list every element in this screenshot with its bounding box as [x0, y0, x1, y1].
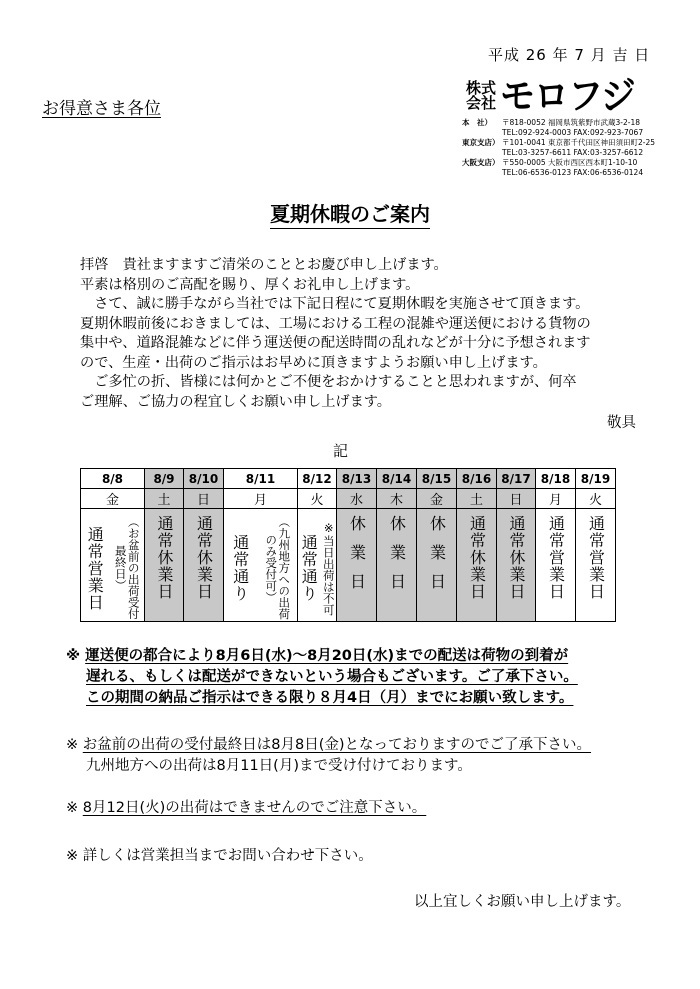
day-cell: 金 — [417, 489, 457, 509]
note-text: 運送便の都合により8月6日(水)～8月20日(水)までの配送は荷物の到着が — [85, 648, 569, 664]
day-cell: 月 — [224, 489, 298, 509]
note-mark: ※ — [66, 737, 79, 753]
status-cell — [337, 509, 377, 622]
status-cell — [377, 509, 417, 622]
office-label: 東京支店） — [462, 138, 500, 147]
day-cell: 火 — [576, 489, 616, 509]
calendar-dates-row — [81, 469, 616, 489]
status-cell — [536, 509, 576, 622]
note-deadline — [66, 735, 591, 777]
day-cell: 水 — [337, 489, 377, 509]
body-line: ので、生産・出荷のご指示はお早めに頂きますようお願い申し上げます。 — [80, 354, 547, 371]
date-cell: 8/14 — [377, 469, 417, 489]
note-text: 8月12日(火)の出荷はできませんのでご注意下さい。 — [82, 800, 427, 816]
status-text: 通常休業日 — [507, 515, 526, 600]
status-note: （お盆前の出荷受付最終日） — [113, 516, 141, 620]
company-name: モロフジ — [500, 74, 635, 118]
status-cell — [145, 509, 184, 622]
body-line: 集中や、道路混雑などに伴う運送便の配送時間の乱れなどが十分に予想されます — [80, 335, 591, 351]
status-cell — [417, 509, 457, 622]
day-cell: 土 — [457, 489, 497, 509]
body-line: ご多忙の折、皆様には何かとご不便をおかけすることと思われますが、何卒 — [80, 374, 577, 390]
day-cell: 土 — [145, 489, 184, 509]
date-cell: 8/13 — [337, 469, 377, 489]
office-label: 大阪支店） — [462, 158, 500, 167]
body-line: さて、誠に勝手ながら当社では下記日程にて夏期休暇を実施させて頂きます。 — [80, 296, 590, 312]
status-note: ※当日出荷は不可 — [321, 520, 336, 616]
status-text: 休業日 — [347, 515, 367, 602]
document-date: 平成 26 年 7 月 吉 日 — [488, 46, 651, 64]
office-tel: TEL:092-924-0003 FAX:092-923-7067 — [502, 128, 644, 137]
company-addresses — [462, 118, 662, 178]
note-aug12 — [66, 798, 426, 819]
date-cell: 8/12 — [298, 469, 337, 489]
status-text: 休業日 — [387, 515, 407, 602]
status-cell — [81, 509, 145, 622]
document-title-text: 夏期休暇のご案内 — [270, 202, 430, 229]
calendar-status-row — [81, 509, 616, 622]
status-cell — [576, 509, 616, 622]
date-cell: 8/16 — [457, 469, 497, 489]
day-cell: 月 — [536, 489, 576, 509]
status-text: 通常休業日 — [194, 515, 214, 600]
addressee: お得意さま各位 — [42, 99, 161, 119]
office-tel: TEL:06-6536-0123 FAX:06-6536-0124 — [502, 168, 644, 177]
note-text: 詳しくは営業担当までお問い合わせ下さい。 — [82, 848, 373, 864]
office-tel: TEL:03-3257-6611 FAX:03-3257-6612 — [502, 148, 644, 157]
document-title — [0, 198, 700, 227]
body-line: ご理解、ご協力の程宜しくお願い申し上げます。 — [80, 393, 391, 410]
closing-line: 以上宜しくお願い申し上げます。 — [414, 894, 631, 910]
status-text: 通常営業日 — [85, 525, 105, 611]
company-kaisha: 株式会社 — [465, 79, 496, 112]
note-text: お盆前の出荷の受付最終日は8月8日(金)となっておりますのでご了承下さい。 — [82, 737, 592, 753]
status-text: 通常営業日 — [586, 515, 606, 600]
status-cell — [184, 509, 224, 622]
day-cell: 日 — [184, 489, 224, 509]
status-cell — [457, 509, 497, 622]
day-cell: 木 — [377, 489, 417, 509]
company-block — [462, 76, 662, 178]
date-cell: 8/19 — [576, 469, 616, 489]
status-text: 通常休業日 — [467, 515, 487, 600]
date-cell: 8/8 — [81, 469, 145, 489]
note-mark: ※ — [66, 648, 81, 664]
status-cell — [298, 509, 337, 622]
holiday-calendar — [80, 468, 616, 622]
date-cell: 8/17 — [497, 469, 536, 489]
body-line: 拝啓 貴社ますますご清栄のこととお慶び申し上げます。 — [80, 257, 448, 273]
status-cell — [224, 509, 298, 622]
date-cell: 8/9 — [145, 469, 184, 489]
status-text: 通常通り — [299, 534, 319, 602]
status-text: 通常営業日 — [546, 515, 566, 600]
date-cell: 8/18 — [536, 469, 576, 489]
office-address: 〒550-0005 大阪市西区西本町1-10-10 — [502, 158, 638, 167]
note-text: 九州地方への出荷は8月11日(月)まで受け付けております。 — [86, 758, 472, 774]
day-cell: 火 — [298, 489, 337, 509]
office-label: 本 社） — [462, 118, 492, 127]
letter-body — [80, 256, 640, 412]
ki-marker: 記 — [333, 442, 349, 460]
keigu: 敬具 — [607, 415, 636, 431]
note-mark: ※ — [66, 800, 79, 816]
status-note: （九州地方への出荷のみ受付可） — [264, 516, 292, 620]
date-cell: 8/11 — [224, 469, 298, 489]
date-cell: 8/15 — [417, 469, 457, 489]
date-cell: 8/10 — [184, 469, 224, 489]
day-cell: 金 — [81, 489, 145, 509]
status-text: 通常通り — [230, 534, 250, 602]
note-text: この期間の納品ご指示はできる限り８月4日（月）までにお願い致します。 — [86, 690, 574, 706]
office-address: 〒101-0041 東京都千代田区神田須田町2-25 — [502, 138, 656, 147]
status-text: 通常休業日 — [155, 515, 174, 600]
status-cell — [497, 509, 536, 622]
day-cell: 日 — [497, 489, 536, 509]
note-mark: ※ — [66, 848, 79, 864]
office-address: 〒818-0052 福岡県筑紫野市武蔵3-2-18 — [502, 118, 640, 127]
body-line: 夏期休暇前後におきましては、工場における工程の混雑や運送便における貨物の — [80, 315, 591, 332]
body-line: 平素は格別のご高配を賜り、厚くお礼申し上げます。 — [80, 276, 420, 293]
company-logo — [462, 76, 662, 116]
note-delivery — [66, 646, 578, 709]
note-contact — [66, 846, 373, 867]
note-text: 遅れる、もしくは配送ができないという場合もございます。ご了承下さい。 — [86, 669, 578, 685]
calendar-days-row — [81, 489, 616, 509]
status-text: 休業日 — [427, 515, 447, 602]
